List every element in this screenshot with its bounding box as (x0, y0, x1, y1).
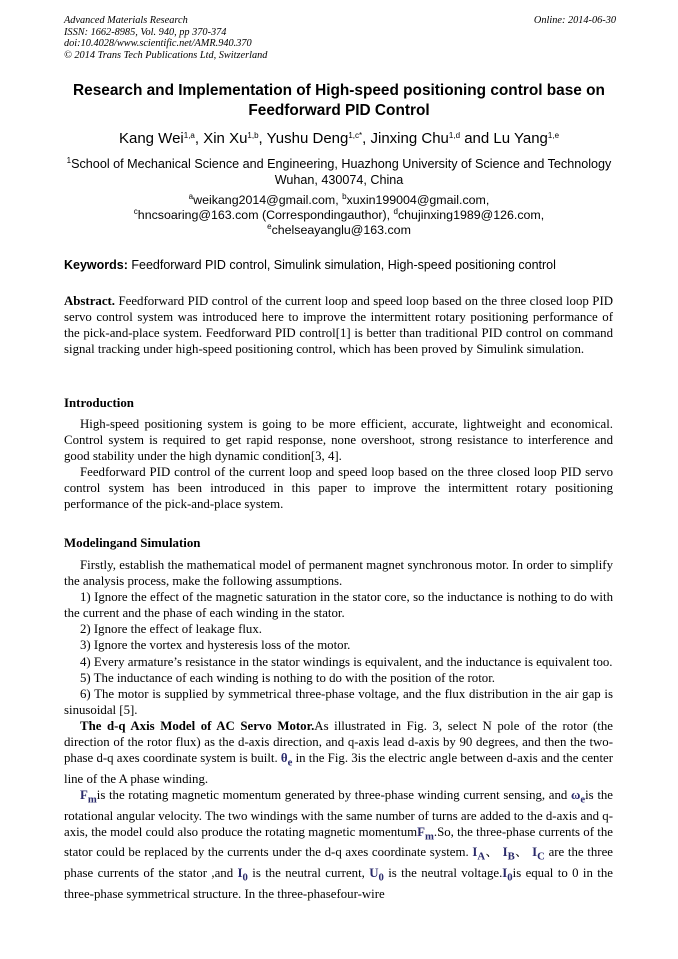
fm-paragraph: $F_mis$ the rotating magnetic momentum generated by three-phase winding current sensing, and $\omega_eis$ the rotational angular velocity. The two windings with the same number of turns are added to the d-axis and q-axis, the model could also produce the rotating magnetic momentumF$_m$.So, the three-phase currents of the stator could be replaced by the currents under the d-q axes coordinate system. $I_A$、 $I_B$、 $I_C$ are the three phase currents of the stator ,and $I_0$ is the neutral current, $U_0$ is the neutral $voltage.I_0is$ equal to 0 in the three-phase symmetrical structure. In the three-phasefour-wire (64, 787, 614, 901)
modeling-paragraph-1: Firstly, establish the mathematical model of permanent magnet synchronous motor. In order to simplify the analysis process, make the following assumptions. (64, 558, 613, 589)
author-and: and (464, 130, 490, 147)
fm-symbol: $F_m$ (80, 787, 97, 806)
assumption-item: 3) Ignore the vortex and hysteresis loss of the motor. (80, 638, 351, 653)
section-heading-modeling: Modelingand Simulation (64, 536, 201, 550)
keywords-label: Keywords: (64, 258, 128, 272)
journal-header (64, 15, 267, 61)
email-b[interactable]: xuxin199004@gmail.com, (346, 193, 490, 207)
author-sup: 1,d (448, 131, 461, 140)
assumption-item: 2) Ignore the effect of leakage flux. (80, 622, 262, 637)
author-name: Lu Yang (493, 130, 548, 147)
ib-symbol: $I_B$ (502, 845, 515, 863)
paper-title (40, 81, 638, 121)
issn-line: ISSN: 1662-8985, Vol. 940, pp 370-374 (64, 26, 227, 38)
doi-line: doi:10.4028/www.scientific.net/AMR.940.370 (64, 38, 252, 50)
omega-symbol: $\omega_e$ (570, 787, 586, 806)
author-sup: 1,e (547, 131, 560, 140)
affiliation-line-2: Wuhan, 430074, China (274, 173, 404, 187)
email-a[interactable]: weikang2014@gmail.com, (193, 193, 339, 207)
assumption-item: 1) Ignore the effect of the magnetic saturation in the stator core, so the inductance is nothing to do with the current and the phase of each winding in the stator. (64, 590, 613, 621)
email-list: $^a$weikang2014@gmail.com, $^b$xuxin199004@gmail.com, $^c$hncsoaring@163.com (Correspondingauthor), $^d$chujinxing1989@126.com, $^e$chelseayanglu@163.com (133, 192, 545, 238)
author-name: Kang Wei (118, 130, 184, 147)
keywords (64, 257, 556, 273)
fm-symbol: $F_m$ (417, 824, 434, 843)
email-e[interactable]: chelseayanglu@163.com (271, 223, 411, 238)
copyright-line: © 2014 Trans Tech Publications Ltd, Switzerland (64, 49, 268, 61)
author-sup: 1,b (247, 131, 259, 140)
dq-model-label: The d-q Axis Model of AC Servo Motor. (80, 718, 315, 733)
assumption-item: 6) The motor is supplied by symmetrical three-phase voltage, and the flux distribution in the air gap is sinusoidal [5]. (64, 686, 613, 717)
title-line-2: Feedforward PID Control (248, 102, 430, 119)
journal-name: Advanced Materials Research (64, 15, 188, 26)
author-sup: 1,c* (348, 131, 363, 140)
section-heading-introduction: Introduction (64, 396, 134, 410)
online-date: Online: 2014-06-30 (533, 15, 616, 26)
affiliation (40, 156, 638, 188)
email-d[interactable]: chujinxing1989@126.com, (397, 208, 545, 223)
theta-symbol: $\theta_e$ (280, 751, 293, 769)
affiliation-sup: 1 (66, 156, 72, 165)
abstract-label: Abstract. (64, 294, 116, 308)
author-name: Yushu Deng (266, 130, 349, 147)
author-list: Kang Wei$^{1,a}$, Xin Xu$^{1,b}$, Yushu Deng$^{1,c*}$, Jinxing Chu$^{1,d}$ and Lu Yang$^{1,e}$ (118, 130, 560, 147)
author-name: Xin Xu (203, 130, 248, 147)
i0-symbol: $I_0$ (502, 865, 513, 884)
introduction-body (64, 416, 613, 513)
affiliation-line-1: School of Mechanical Science and Engineering, Huazhong University of Science and Technology (71, 157, 612, 171)
assumption-item: 5) The inductance of each winding is nothing to do with the position of the rotor. (80, 670, 495, 685)
author-sup: 1,a (183, 131, 195, 140)
ic-symbol: $I_C$ (532, 845, 545, 863)
assumption-item: 4) Every armature’s resistance in the stator windings is equivalent, and the inductance is equivalent too. (80, 654, 613, 669)
modeling-body (64, 557, 613, 902)
i0-symbol: $I_0$ (237, 865, 248, 884)
abstract (64, 293, 613, 357)
email-c[interactable]: hncsoaring@163.com (Correspondingauthor), (137, 208, 391, 223)
abstract-text: Feedforward PID control of the current loop and speed loop based on the three closed loop PID servo control system was introduced here to improve the intermittent rotary positioning performance of the pick-and-place system. Feedforward PID control[1] is better than traditional PID control on command signal tracking under high-speed positioning control, which has been proved by Simulink simulation. (64, 294, 613, 357)
ia-symbol: $I_A$ (472, 845, 486, 863)
author-name: Jinxing Chu (370, 130, 449, 147)
u0-symbol: $U_0$ (369, 865, 384, 884)
dq-model-paragraph: The d-q Axis Model of AC Servo Motor.As illustrated in Fig. 3, select N pole of the rotor (the direction of the rotor flux) as the d-axis direction, and q-axis lead d-axis by 90 degrees, and then the two-phase d-q axes coordinate system is built. $\theta_e$ in the Fig. 3is the electric angle between d-axis and the center line of the A phase winding. (64, 718, 613, 786)
intro-paragraph-2: Feedforward PID control of the current loop and speed loop based on the three closed loop PID servo control system has been introduced in this paper to improve the intermittent rotary positioning performance of the pick-and-place system. (64, 465, 613, 512)
keywords-text: Feedforward PID control, Simulink simulation, High-speed positioning control (131, 258, 556, 272)
intro-paragraph-1: High-speed positioning system is going to be more efficient, accurate, lightweight and economical. Control system is required to get rapid response, none overshoot, strong resistance to interference and good stability under the high dynamic condition[3, 4]. (64, 417, 613, 464)
title-line-1: Research and Implementation of High-speed positioning control base on (73, 82, 605, 99)
